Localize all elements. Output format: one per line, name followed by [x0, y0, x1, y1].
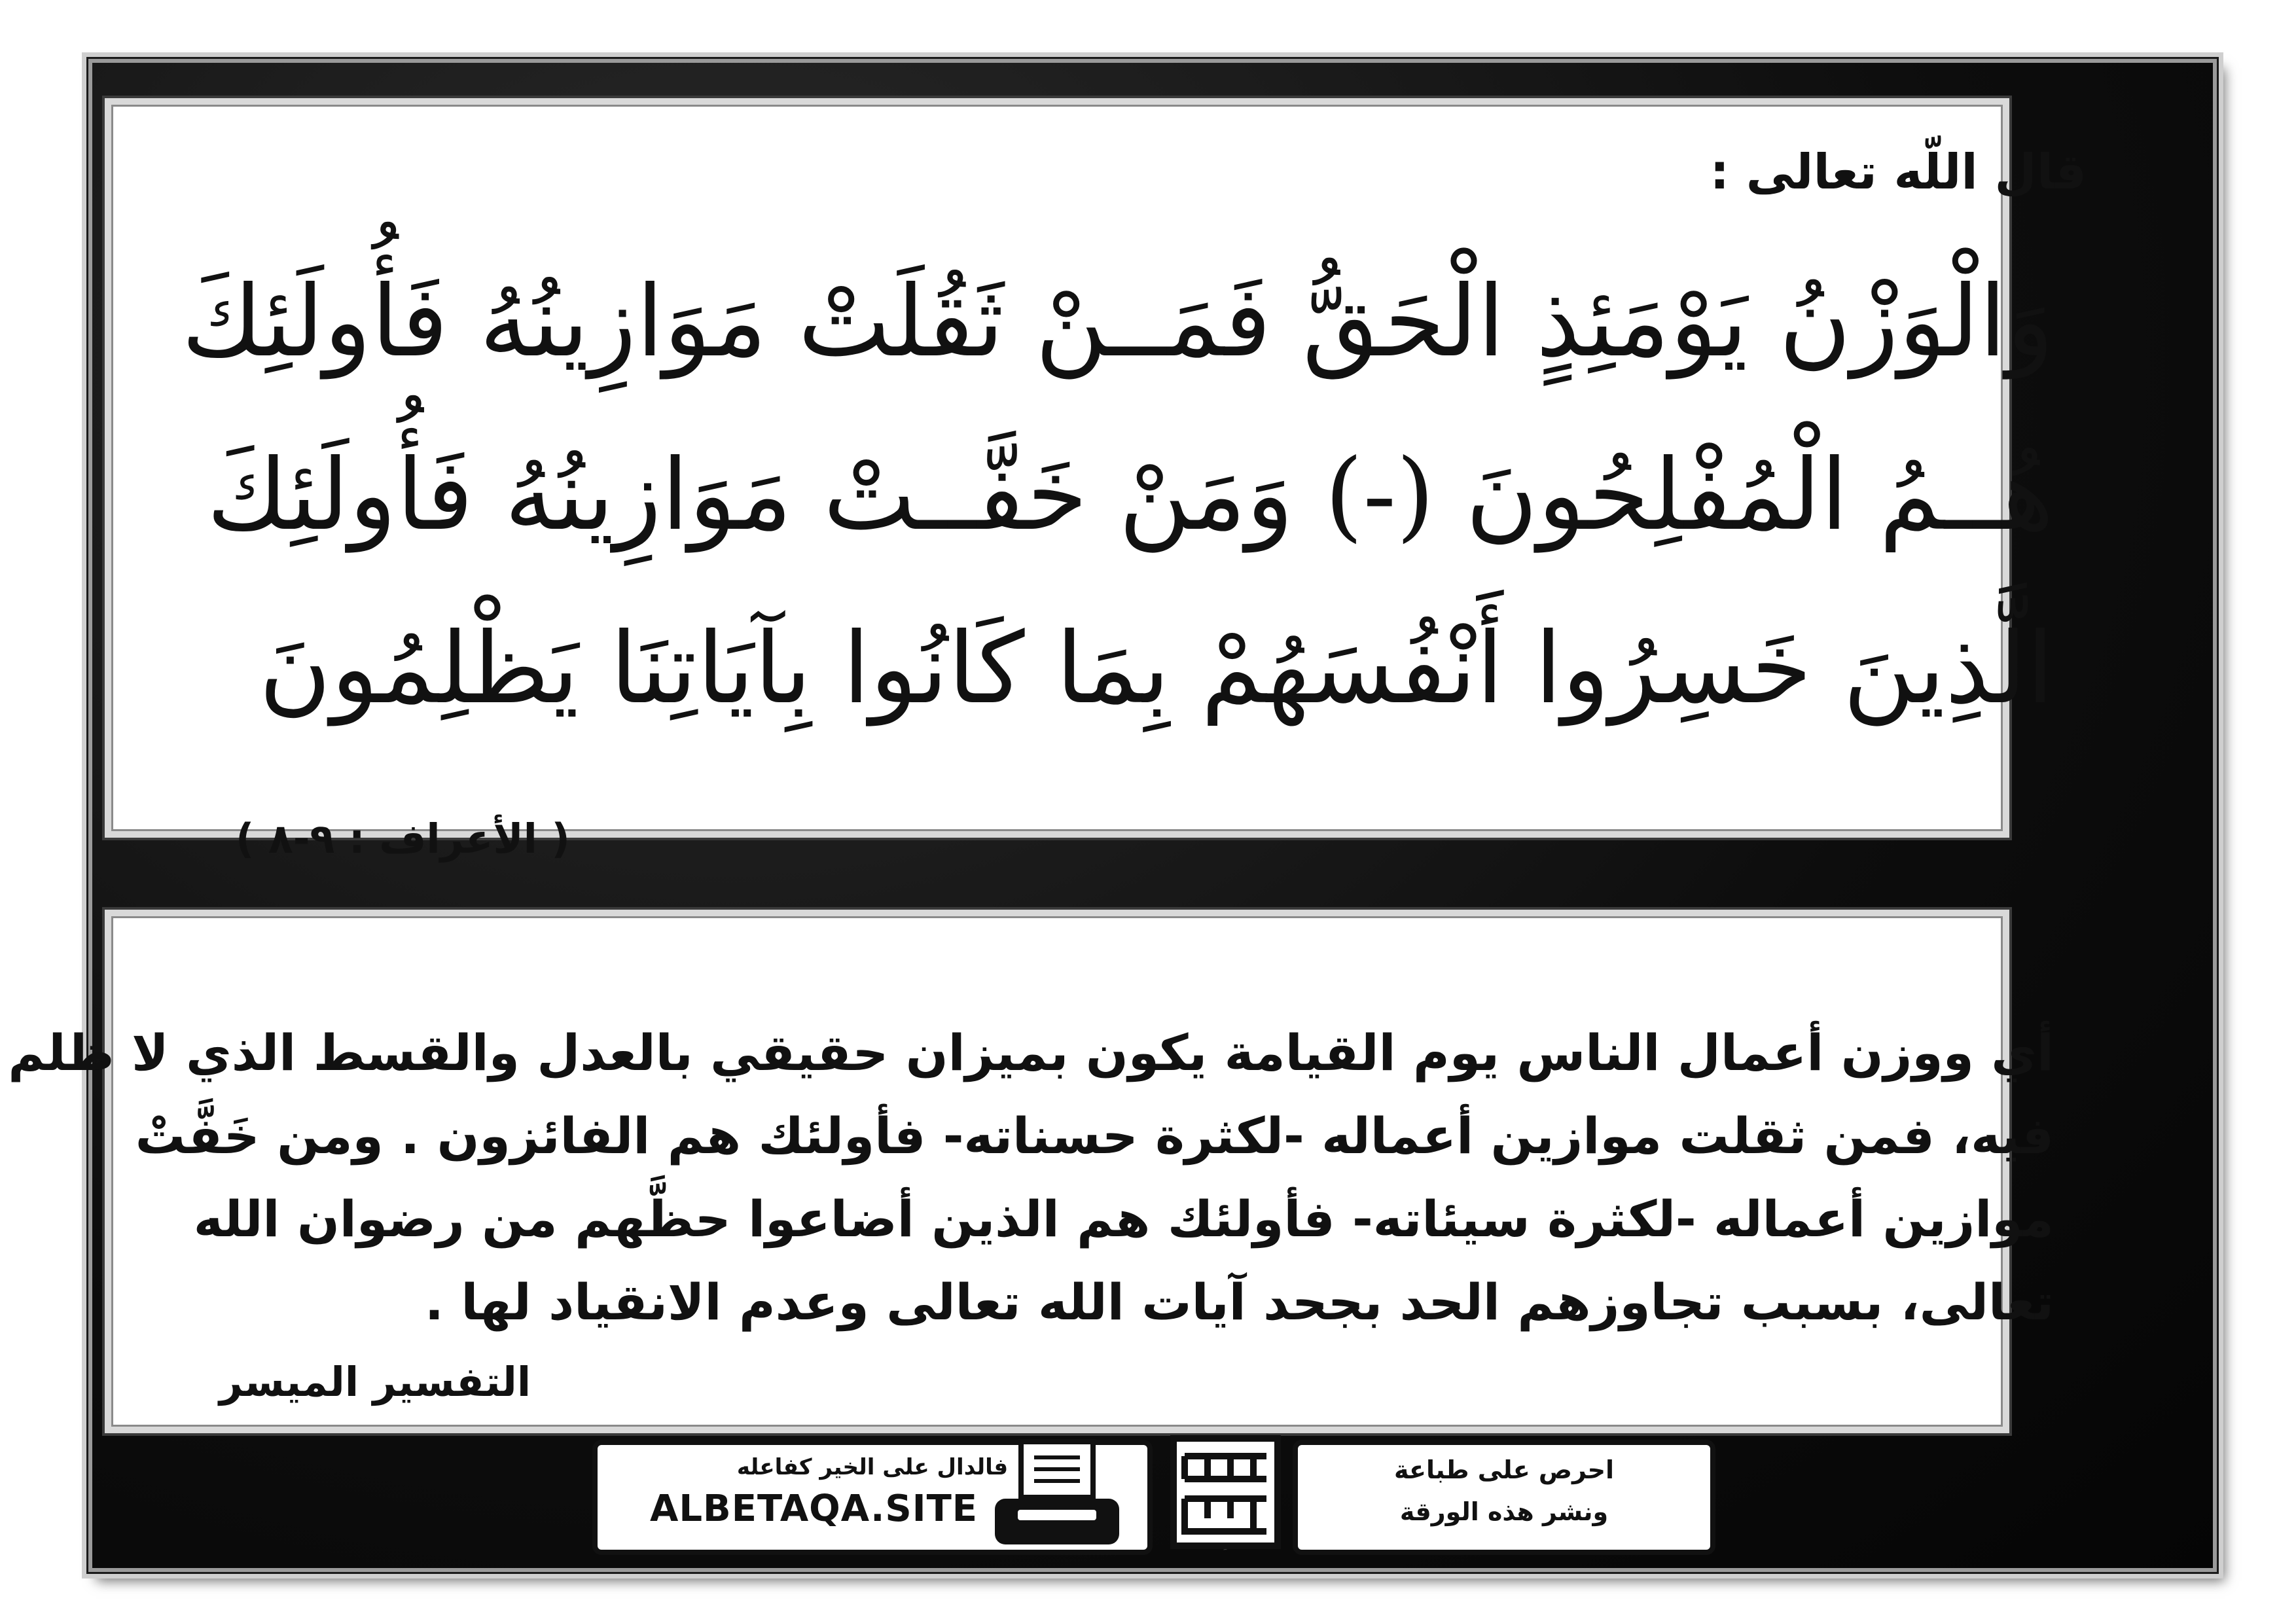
printer-icon — [992, 1436, 1122, 1548]
site-link[interactable]: ALBETAQA.SITE — [650, 1488, 978, 1530]
verse-line: الَّذِينَ خَسِرُوا أَنْفُسَهُمْ بِمَا كَانُوا بِآيَاتِنَا يَظْلِمُونَ — [259, 612, 2054, 726]
tafsir-line: موازين أعماله -لكثرة سيئاته- فأولئك هم الذين أضاعوا حظَّهم من رضوان الله — [193, 1190, 2054, 1248]
footer-proverb: فالدال على الخير كفاعله — [736, 1454, 1009, 1480]
tafsir-line: فيه، فمن ثقلت موازين أعماله -لكثرة حسناته- فأولئك هم الفائزون . ومن خَفَّتْ — [135, 1107, 2054, 1165]
logo-icon — [1168, 1433, 1283, 1551]
print-appeal-box — [1293, 1440, 1715, 1555]
quran-verse — [181, 236, 2054, 756]
appeal-line: احرص على طباعة — [1393, 1455, 1615, 1484]
tafsir-line: أي ووزن أعمال الناس يوم القيامة يكون بميزان حقيقي بالعدل والقسط الذي لا ظلم — [8, 1024, 2054, 1082]
verse-line: هُــمُ الْمُفْلِحُونَ (-) وَمَنْ خَفَّــتْ مَوَازِينُهُ فَأُولَئِكَ — [206, 438, 2054, 552]
tafsir-line: تعالى، بسبب تجاوزهم الحد بجحد آيات الله تعالى وعدم الانقياد لها . — [425, 1273, 2054, 1331]
tafsir-source: التفسير الميسر — [219, 1358, 531, 1406]
tafsir-text — [8, 1011, 2054, 1344]
verse-line: وَالْوَزْنُ يَوْمَئِذٍ الْحَقُّ فَمَــنْ ثَقُلَتْ مَوَازِينُهُ فَأُولَئِكَ — [181, 265, 2054, 379]
verse-reference: ( الأعراف : ٩-٨ ) — [236, 815, 570, 863]
appeal-line: ونشر هذه الورقة — [1399, 1497, 1609, 1526]
verse-intro: قال اللّه تعالى : — [1710, 144, 2087, 200]
